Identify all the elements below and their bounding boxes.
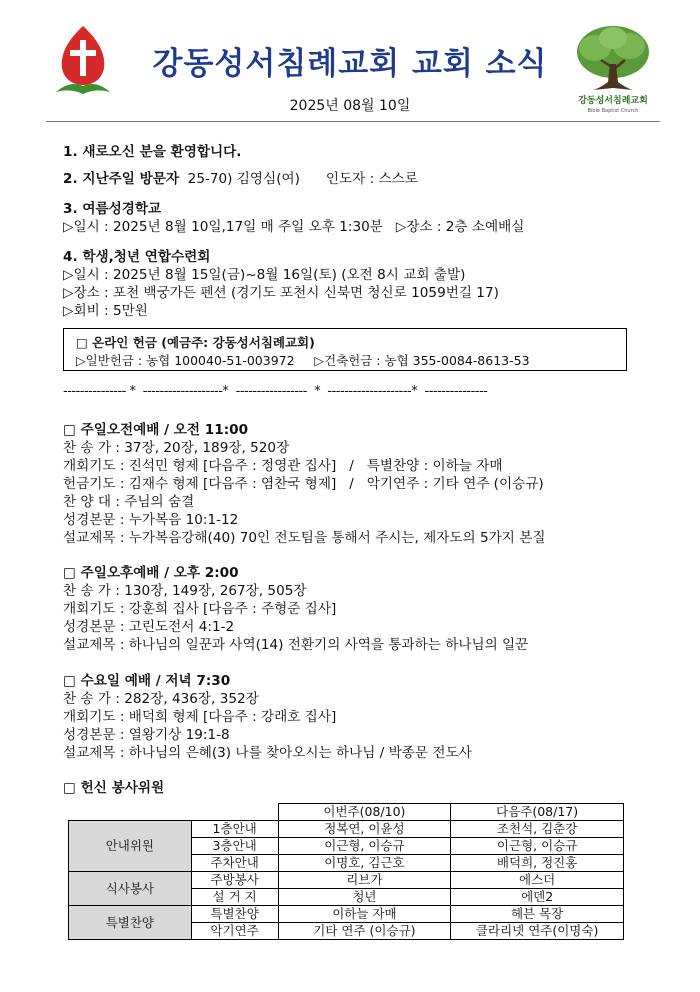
announcement-visitors [63,170,418,188]
sunday-pm-hymns: 찬 송 가 : 130장, 149장, 267장, 505장 [63,583,307,599]
table-corner [69,804,279,821]
category-cell: 특별찬양 [69,906,192,940]
wednesday-heading: □ 수요일 예배 / 저녁 7:30 [63,673,231,689]
duty-table [68,803,624,940]
announcement-vbs-heading: 3. 여름성경학교 [63,201,162,217]
visitor-detail: 25-70) 김영심(여) 인도자 : 스스로 [187,171,418,187]
category-cell: 식사봉사 [69,872,192,906]
role-cell: 설 거 지 [191,889,278,906]
this-week-cell: 기타 연주 (이승규) [278,923,451,940]
role-cell: 1층안내 [191,821,278,838]
role-cell: 특별찬양 [191,906,278,923]
section-divider: --------------- * -------------------* ----------------- * --------------------* --------------- [63,384,488,399]
announcement-retreat-fee: ▷회비 : 5만원 [63,303,148,319]
announcement-vbs-detail: ▷일시 : 2025년 8월 10일,17일 매 주일 오후 1:30분 ▷장소 : 2층 소예배실 [63,219,525,235]
role-cell: 주방봉사 [191,872,278,889]
table-row [69,872,624,889]
sunday-am-scripture: 성경본문 : 누가복음 10:1-12 [63,512,239,528]
next-week-cell: 에스더 [451,872,624,889]
this-week-cell: 이하늘 자매 [278,906,451,923]
wednesday-scripture: 성경본문 : 열왕기상 19:1-8 [63,727,230,743]
next-week-cell: 조천석, 김춘강 [451,821,624,838]
sunday-am-heading: □ 주일오전예배 / 오전 11:00 [63,422,249,438]
role-cell: 3층안내 [191,838,278,855]
next-week-cell: 헤븐 목장 [451,906,624,923]
sunday-pm-heading: □ 주일오후예배 / 오후 2:00 [63,565,239,581]
announcement-retreat-date: ▷일시 : 2025년 8월 15일(금)~8월 16일(토) (오전 8시 교회 출발) [63,267,466,283]
header-divider [46,121,660,122]
this-week-cell: 청년 [278,889,451,906]
role-cell: 주차안내 [191,855,278,872]
table-row [69,906,624,923]
next-week-cell: 클라리넷 연주(이명숙) [451,923,624,940]
announcement-retreat-place: ▷장소 : 포천 백궁가든 펜션 (경기도 포천시 신북면 청신로 1059번길 17) [63,285,499,301]
sunday-pm-opening-prayer: 개회기도 : 강훈희 집사 [다음주 : 주형준 집사] [63,601,337,617]
sunday-pm-sermon: 설교제목 : 하나님의 일꾼과 사역(14) 전환기의 사역을 통과하는 하나님의 일꾼 [63,637,529,653]
sunday-am-choir: 찬 양 대 : 주님의 숨결 [63,494,195,510]
online-offering-accounts: ▷일반헌금 : 농협 100040-51-003972 ▷건축헌금 : 농협 355-0084-8613-53 [76,353,530,368]
tree-logo-subtext: Bible Baptist Church [587,108,639,114]
tree-logo-text: 강동성서침례교회 [578,96,648,106]
role-cell: 악기연주 [191,923,278,940]
online-offering-box [63,328,627,371]
duty-heading: □ 헌신 봉사위원 [63,780,165,796]
announcement-welcome: 1. 새로오신 분을 환영합니다. [63,144,242,160]
this-week-cell: 이명호, 김근호 [278,855,451,872]
page-title: 강동성서침례교회 교회 소식 [152,46,548,82]
next-week-cell: 이근형, 이승규 [451,838,624,855]
table-header-row [69,804,624,821]
next-week-cell: 에덴2 [451,889,624,906]
table-row [69,821,624,838]
sunday-pm-scripture: 성경본문 : 고린도전서 4:1-2 [63,619,235,635]
this-week-cell: 이근형, 이승규 [278,838,451,855]
visitor-heading: 2. 지난주일 방문자 [63,171,180,187]
sunday-am-sermon: 설교제목 : 누가복음강해(40) 70인 전도팀을 통해서 주시는, 제자도의 5가지 본질 [63,530,546,546]
header-next-week: 다음주(08/17) [451,804,624,821]
wednesday-opening-prayer: 개회기도 : 배덕희 형제 [다음주 : 강래호 집사] [63,709,337,725]
wednesday-sermon: 설교제목 : 하나님의 은혜(3) 나를 찾아오시는 하나님 / 박종문 전도사 [63,745,472,761]
bulletin-date: 2025년 08월 10일 [289,98,411,114]
wednesday-hymns: 찬 송 가 : 282장, 436장, 352장 [63,691,259,707]
online-offering-title: □ 온라인 헌금 (예금주: 강동성서침례교회) [76,335,315,350]
next-week-cell: 배덕희, 정진홍 [451,855,624,872]
announcement-retreat-heading: 4. 학생,청년 연합수련회 [63,249,211,265]
this-week-cell: 정복연, 이윤성 [278,821,451,838]
this-week-cell: 리브가 [278,872,451,889]
sunday-am-opening-prayer: 개회기도 : 진석민 형제 [다음주 : 정영관 집사] / 특별찬양 : 이하늘 자매 [63,458,503,474]
sunday-am-offering-prayer: 헌금기도 : 김재수 형제 [다음주 : 염찬국 형제] / 악기연주 : 기타 연주 (이승규) [63,476,544,492]
category-cell: 안내위원 [69,821,192,872]
header-this-week: 이번주(08/10) [278,804,451,821]
sunday-am-hymns: 찬 송 가 : 37장, 20장, 189장, 520장 [63,440,290,456]
